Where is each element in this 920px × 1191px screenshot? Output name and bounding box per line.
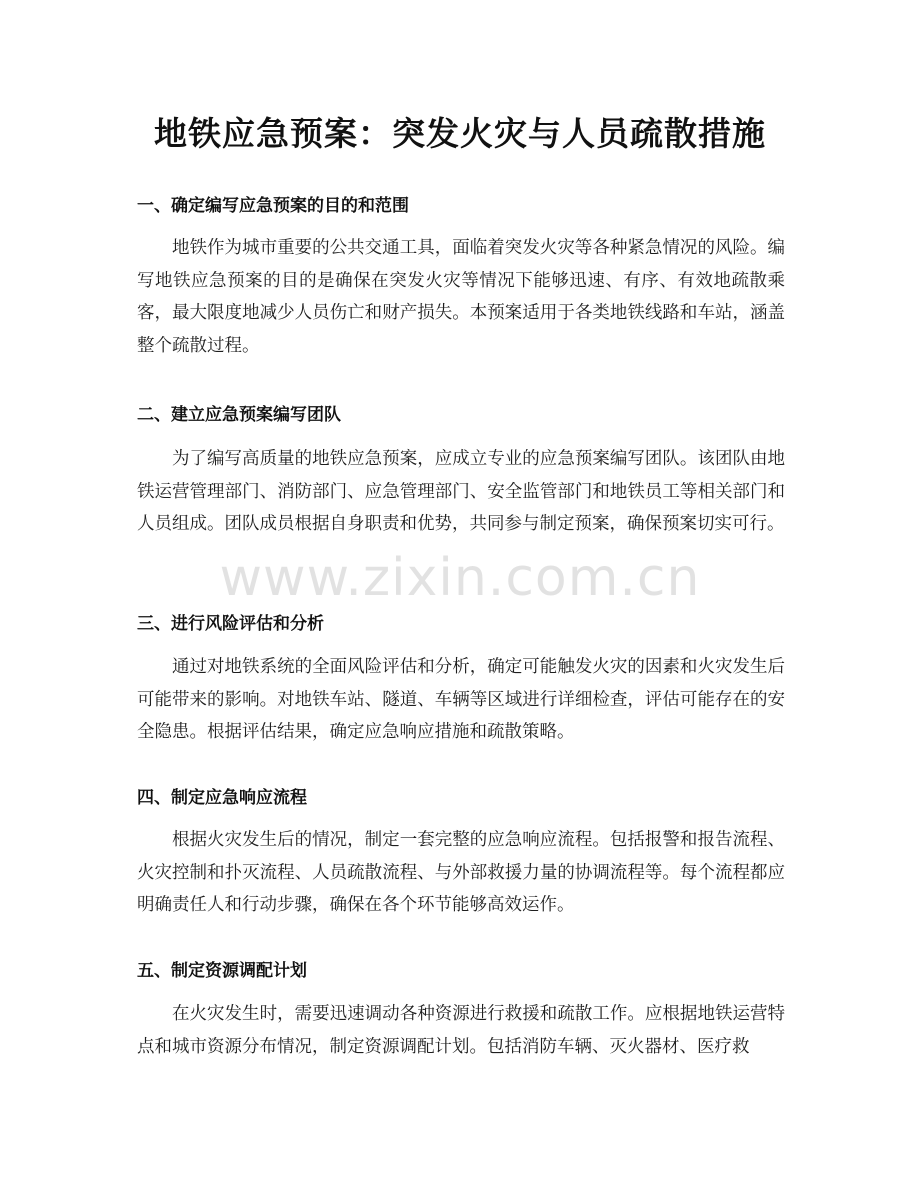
section-body-3: 通过对地铁系统的全面风险评估和分析，确定可能触发火灾的因素和火灾发生后可能带来的影响。对地铁车站、隧道、车辆等区域进行详细检查，评估可能存在的安全隐患。根据评估结果，确定应急响应措施和疏散策略。 [137,657,785,742]
section-heading-1: 一、确定编写应急预案的目的和范围 [137,196,409,216]
watermark: www.zixin.com.cn [219,548,701,608]
section-body-2: 为了编写高质量的地铁应急预案，应成立专业的应急预案编写团队。该团队由地铁运营管理部门、消防部门、应急管理部门、安全监管部门和地铁员工等相关部门和人员组成。团队成员根据自身职责和优势，共同参与制定预案，确保预案切实可行。 [137,449,785,534]
section-body-1: 地铁作为城市重要的公共交通工具，面临着突发火灾等各种紧急情况的风险。编写地铁应急预案的目的是确保在突发火灾等情况下能够迅速、有序、有效地疏散乘客，最大限度地减少人员伤亡和财产损失。本预案适用于各类地铁线路和车站，涵盖整个疏散过程。 [137,238,785,356]
section-heading-4: 四、制定应急响应流程 [137,788,307,808]
section-body-4: 根据火灾发生后的情况，制定一套完整的应急响应流程。包括报警和报告流程、火灾控制和扑灭流程、人员疏散流程、与外部救援力量的协调流程等。每个流程都应明确责任人和行动步骤，确保在各个环节能够高效运作。 [137,830,785,915]
document-title: 地铁应急预案：突发火灾与人员疏散措施 [154,114,766,153]
section-heading-3: 三、进行风险评估和分析 [137,614,324,634]
section-body-5: 在火灾发生时，需要迅速调动各种资源进行救援和疏散工作。应根据地铁运营特点和城市资源分布情况，制定资源调配计划。包括消防车辆、灭火器材、医疗救 [137,1004,785,1057]
section-heading-2: 二、建立应急预案编写团队 [137,405,341,425]
section-heading-5: 五、制定资源调配计划 [137,961,307,981]
